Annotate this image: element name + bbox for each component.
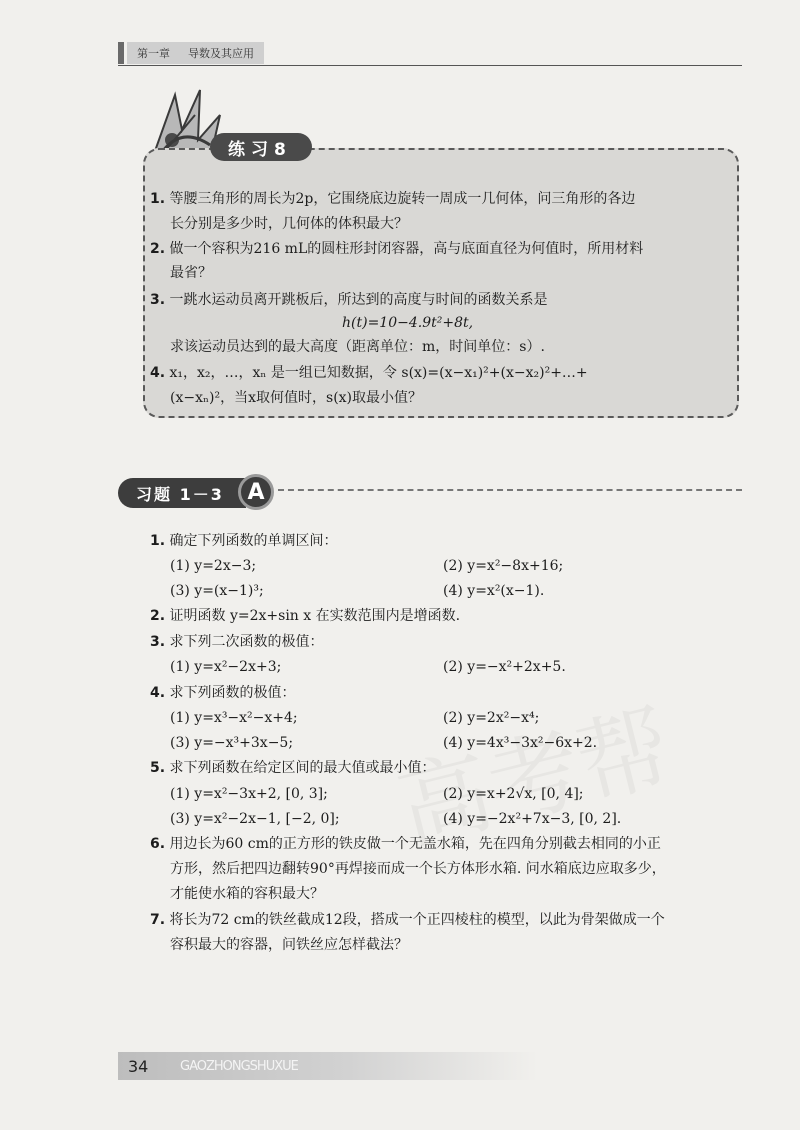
exercise-line: (x−xₙ)²，当x取何值时，s(x)取最小值？ [170,390,423,406]
subproblem: (3) y=−x³+3x−5; [170,735,294,751]
problem-line [150,531,338,551]
subproblem: (3) y=x²−2x−1, [−2, 0]; [170,811,340,827]
section-dashed-rule [278,489,742,491]
exercise-line: 最省？ [170,265,212,281]
exercise-line: 求该运动员达到的最大高度（距离单位：m，时间单位：s）. [170,339,545,355]
problem-number: 2. [150,241,166,257]
subproblem: (3) y=(x−1)³; [170,583,264,599]
problem-number: 2. [150,608,166,624]
problem-text: x₁，x₂，…，xₙ 是一组已知数据，令 s(x)=(x−x₁)²+(x−x₂)²+…+ [169,365,588,381]
exercise-line [150,363,588,383]
problem-line [150,910,665,930]
subproblem: (2) y=−x²+2x+5. [443,659,566,675]
subproblem: (2) y=2x²−x⁴; [443,710,540,726]
problem-text: 求下列二次函数的极值： [169,634,324,650]
subproblem: (4) y=4x³−3x²−6x+2. [443,735,598,751]
problem-text: 将长为72 cm的铁丝截成12段，搭成一个正四棱柱的模型，以此为骨架做成一个 [169,912,665,928]
problem-number: 3. [150,292,166,308]
subproblem: (2) y=x²−8x+16; [443,558,564,574]
problem-text: 等腰三角形的周长为2p，它围绕底边旋转一周成一几何体，问三角形的各边 [169,191,636,207]
subproblem: (1) y=x²−3x+2, [0, 3]; [170,786,328,802]
header-accent-bar [118,42,124,64]
problem-number: 6. [150,836,166,852]
problem-number: 4. [150,365,166,381]
problem-number: 3. [150,634,166,650]
problem-continuation: 容积最大的容器，问铁丝应怎样截法？ [170,937,408,953]
problem-line [150,758,436,778]
header-tab [127,42,264,64]
exercise-line [150,290,548,310]
problem-line [150,834,661,854]
problem-text: 证明函数 y=2x+sin x 在实数范围内是增函数. [169,608,461,624]
footer-brand: GAOZHONGSHUXUE [180,1058,298,1074]
problem-number: 4. [150,685,166,701]
problem-continuation: 方形，然后把四边翻转90°再焊接而成一个长方体形水箱. 问水箱底边应取多少， [170,861,666,877]
exercise-title: 练习8 [210,133,312,161]
problem-number: 1. [150,533,166,549]
problem-line [150,606,460,626]
chapter-title: 导数及其应用 [188,47,254,60]
problem-number: 5. [150,760,166,776]
problem-number: 1. [150,191,166,207]
problem-text: 求下列函数在给定区间的最大值或最小值： [169,760,436,776]
problem-text: 确定下列函数的单调区间： [169,533,338,549]
section-level-badge: A [238,474,274,510]
header-rule [118,65,742,66]
section-title: 习题 1－3 [118,478,246,508]
chapter-header [118,42,278,66]
exercise-line [150,189,635,209]
problem-line [150,632,324,652]
exercise-line [150,239,643,259]
subproblem: (4) y=−2x²+7x−3, [0, 2]. [443,811,622,827]
problem-text: 一跳水运动员离开跳板后，所达到的高度与时间的函数关系是 [169,292,548,308]
page-number: 34 [128,1056,149,1076]
page-footer [118,1052,538,1080]
exercise-formula: h(t)=10−4.9t²+8t, [342,315,474,331]
subproblem: (1) y=x³−x²−x+4; [170,710,298,726]
problem-text: 做一个容积为216 mL的圆柱形封闭容器，高与底面直径为何值时，所用材料 [169,241,644,257]
problem-line [150,683,296,703]
subproblem: (1) y=2x−3; [170,558,257,574]
subproblem: (2) y=x+2√x, [0, 4]; [443,786,584,802]
problem-text: 用边长为60 cm的正方形的铁皮做一个无盖水箱，先在四角分别截去相同的小正 [169,836,661,852]
exercise-line: 长分别是多少时，几何体的体积最大？ [170,216,408,232]
subproblem: (1) y=x²−2x+3; [170,659,282,675]
chapter-label: 第一章 [137,47,170,60]
problem-text: 求下列函数的极值： [169,685,296,701]
problem-number: 7. [150,912,166,928]
problem-continuation: 才能使水箱的容积最大？ [170,886,324,902]
subproblem: (4) y=x²(x−1). [443,583,545,599]
